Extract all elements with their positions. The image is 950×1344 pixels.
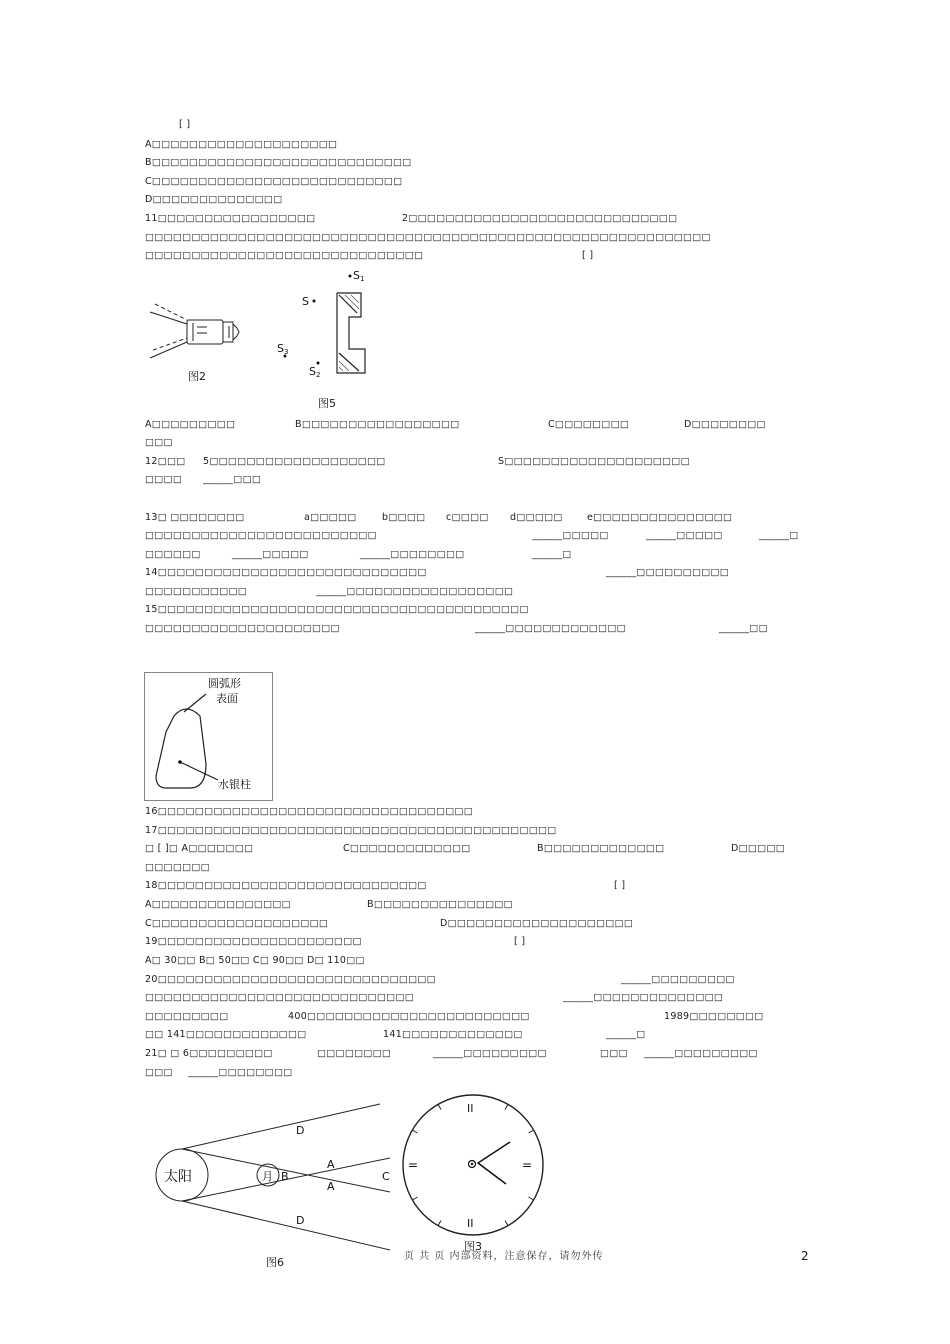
label-s3-sub: 3: [284, 348, 289, 356]
footer-note: 页 共 页 内部资料，注意保存，请勿外传: [404, 1251, 604, 1262]
text-line: 400□□□□□□□□□□□□□□□□□□□□□□□□: [288, 1011, 530, 1022]
text-line: A□□□□□□□□□□□□□□□: [145, 899, 291, 910]
text-line: ______□□□□□: [646, 530, 723, 541]
text-line: ______□□□□□□□□□: [433, 1048, 547, 1059]
thermometer-figure: [144, 672, 274, 802]
text-line: 141□□□□□□□□□□□□□: [383, 1029, 523, 1040]
text-line: 20□□□□□□□□□□□□□□□□□□□□□□□□□□□□□□: [145, 974, 436, 985]
text-line: 15□□□□□□□□□□□□□□□□□□□□□□□□□□□□□□□□□□□□□□□□: [145, 604, 529, 615]
text-line: [ ]: [582, 250, 594, 261]
text-line: 12□□□: [145, 456, 186, 467]
text-line: B□□□□□□□□□□□□□: [537, 843, 665, 854]
region-d-upper-label: D: [296, 1124, 305, 1137]
text-line: 18□□□□□□□□□□□□□□□□□□□□□□□□□□□□□: [145, 880, 427, 891]
text-line: d□□□□□: [510, 512, 563, 523]
text-line: □□□□□□□□□□□□□□□□□□□□□□□□□: [145, 530, 377, 541]
text-line: ______□: [606, 1029, 646, 1040]
region-d-lower-label: D: [296, 1214, 305, 1227]
text-line: [ ]: [179, 119, 191, 130]
figure-2-flashlight: [145, 300, 265, 370]
text-line: 17□□□□□□□□□□□□□□□□□□□□□□□□□□□□□□□□□□□□□□□□□□□: [145, 825, 557, 836]
text-line: 19□□□□□□□□□□□□□□□□□□□□□□: [145, 936, 362, 947]
text-line: □□□□: [145, 474, 183, 485]
text-line: ______□□□□□□□□□□□□□: [475, 623, 626, 634]
figure-2-caption: 图2: [188, 370, 206, 383]
text-line: ______□: [759, 530, 799, 541]
point-s1: [349, 275, 352, 278]
text-line: [ ]: [614, 880, 626, 891]
text-line: □□□: [145, 437, 173, 448]
text-line: □□□: [145, 1067, 173, 1078]
region-b-label: B: [281, 1170, 289, 1183]
text-line: 13□ □□□□□□□□: [145, 512, 245, 523]
text-line: □□□□□□□□□□□□□□□□□□□□□□□□□□□□□: [145, 992, 414, 1003]
region-c-label: C: [382, 1170, 390, 1183]
text-line: □□□: [600, 1048, 628, 1059]
label-s1: S: [353, 269, 360, 282]
text-line: B□□□□□□□□□□□□□□□: [367, 899, 513, 910]
text-line: ______□□□□□□□□: [360, 549, 465, 560]
figure-6-eclipse: [150, 1100, 410, 1260]
text-line: c□□□□: [446, 512, 489, 523]
text-line: S□□□□□□□□□□□□□□□□□□□□: [498, 456, 690, 467]
text-line: □□□□□□□□□□□□□□□□□□□□□□□□□□□□□□: [145, 250, 424, 261]
text-line: ______□□□: [203, 474, 262, 485]
figure-5-periscope: [275, 265, 385, 395]
label-s2-sub: 2: [316, 371, 321, 379]
text-line: ______□□□□□: [532, 530, 609, 541]
region-a-lower-label: A: [327, 1180, 335, 1193]
text-line: C□□□□□□□□□□□□□: [343, 843, 471, 854]
text-line: □□□□□□: [145, 549, 201, 560]
label-s: S: [302, 295, 309, 308]
label-arc-surface: 圆弧形: [208, 677, 241, 690]
text-line: 11□□□□□□□□□□□□□□□□□: [145, 213, 316, 224]
text-line: C□□□□□□□□□□□□□□□□□□□□□□□□□□□: [145, 176, 403, 187]
text-line: □□□□□□□□: [317, 1048, 392, 1059]
clock-mark-12: II: [467, 1102, 474, 1115]
text-line: ______□□□□□□□□□□□□□□: [563, 992, 724, 1003]
text-line: ______□□□□□□□□□: [644, 1048, 758, 1059]
figure-3-caption: 图3: [464, 1240, 482, 1253]
clock-mark-6: II: [467, 1217, 474, 1230]
text-line: □□□□□□□□□□□: [145, 586, 248, 597]
figure-3-clock: [398, 1090, 548, 1240]
page-number: 2: [801, 1249, 809, 1263]
text-line: 2□□□□□□□□□□□□□□□□□□□□□□□□□□□□□: [402, 213, 678, 224]
text-line: [ ]: [514, 936, 526, 947]
clock-mark-9: =: [408, 1158, 419, 1172]
text-line: ______□□□□□□□□□: [621, 974, 735, 985]
text-line: B□□□□□□□□□□□□□□□□□□□□□□□□□□□□: [145, 157, 412, 168]
text-line: □□ 141□□□□□□□□□□□□□: [145, 1029, 307, 1040]
text-line: 5□□□□□□□□□□□□□□□□□□□: [203, 456, 386, 467]
label-surface: 表面: [216, 692, 238, 705]
text-line: a□□□□□: [304, 512, 357, 523]
text-line: A□□□□□□□□□□□□□□□□□□□□: [145, 139, 338, 150]
text-line: D□□□□□□□□: [684, 419, 766, 430]
text-line: ______□□□□□□□□□□: [606, 567, 730, 578]
text-line: ______□□: [719, 623, 768, 634]
text-line: ______□□□□□: [232, 549, 309, 560]
sun-label: 太阳: [164, 1169, 192, 1185]
text-line: C□□□□□□□□: [548, 419, 630, 430]
label-s1-sub: 1: [360, 275, 365, 283]
text-line: B□□□□□□□□□□□□□□□□□: [295, 419, 460, 430]
point-s2: [317, 362, 320, 365]
text-line: □□□□□□□□□□□□□□□□□□□□□: [145, 623, 340, 634]
text-line: □□□□□□□□□: [145, 1011, 229, 1022]
text-line: D□□□□□□□□□□□□□□: [145, 194, 283, 205]
figure-5-caption: 图5: [318, 397, 336, 410]
text-line: A□□□□□□□□□: [145, 419, 236, 430]
text-line: □□□□□□□□□□□□□□□□□□□□□□□□□□□□□□□□□□□□□□□□□□□□□□□□□□□□□□□□□□□□□: [145, 232, 711, 243]
text-line: ______□□□□□□□□□□□□□□□□□□: [316, 586, 514, 597]
moon-label: 月: [262, 1170, 273, 1183]
text-line: b□□□□: [382, 512, 426, 523]
text-line: A□ 30□□ B□ 50□□ C□ 90□□ D□ 110□□: [145, 955, 365, 966]
label-s2: S: [309, 365, 316, 378]
text-line: C□□□□□□□□□□□□□□□□□□□: [145, 918, 329, 929]
figure-6-caption: 图6: [266, 1256, 284, 1269]
text-line: 16□□□□□□□□□□□□□□□□□□□□□□□□□□□□□□□□□□: [145, 806, 474, 817]
text-line: e□□□□□□□□□□□□□□□: [587, 512, 733, 523]
label-mercury: 水银柱: [218, 778, 251, 791]
point-s: [313, 300, 316, 303]
text-line: ______□: [532, 549, 572, 560]
text-line: 21□ □ 6□□□□□□□□□: [145, 1048, 273, 1059]
clock-mark-3: =: [522, 1158, 533, 1172]
text-line: D□□□□□: [731, 843, 785, 854]
label-s3: S: [277, 342, 284, 355]
text-line: D□□□□□□□□□□□□□□□□□□□□: [440, 918, 634, 929]
text-line: □ [ ]□ A□□□□□□□: [145, 843, 254, 854]
region-a-upper-label: A: [327, 1158, 335, 1171]
text-line: ______□□□□□□□□: [188, 1067, 293, 1078]
text-line: 1989□□□□□□□□: [664, 1011, 764, 1022]
text-line: □□□□□□□: [145, 862, 210, 873]
text-line: 14□□□□□□□□□□□□□□□□□□□□□□□□□□□□□: [145, 567, 427, 578]
